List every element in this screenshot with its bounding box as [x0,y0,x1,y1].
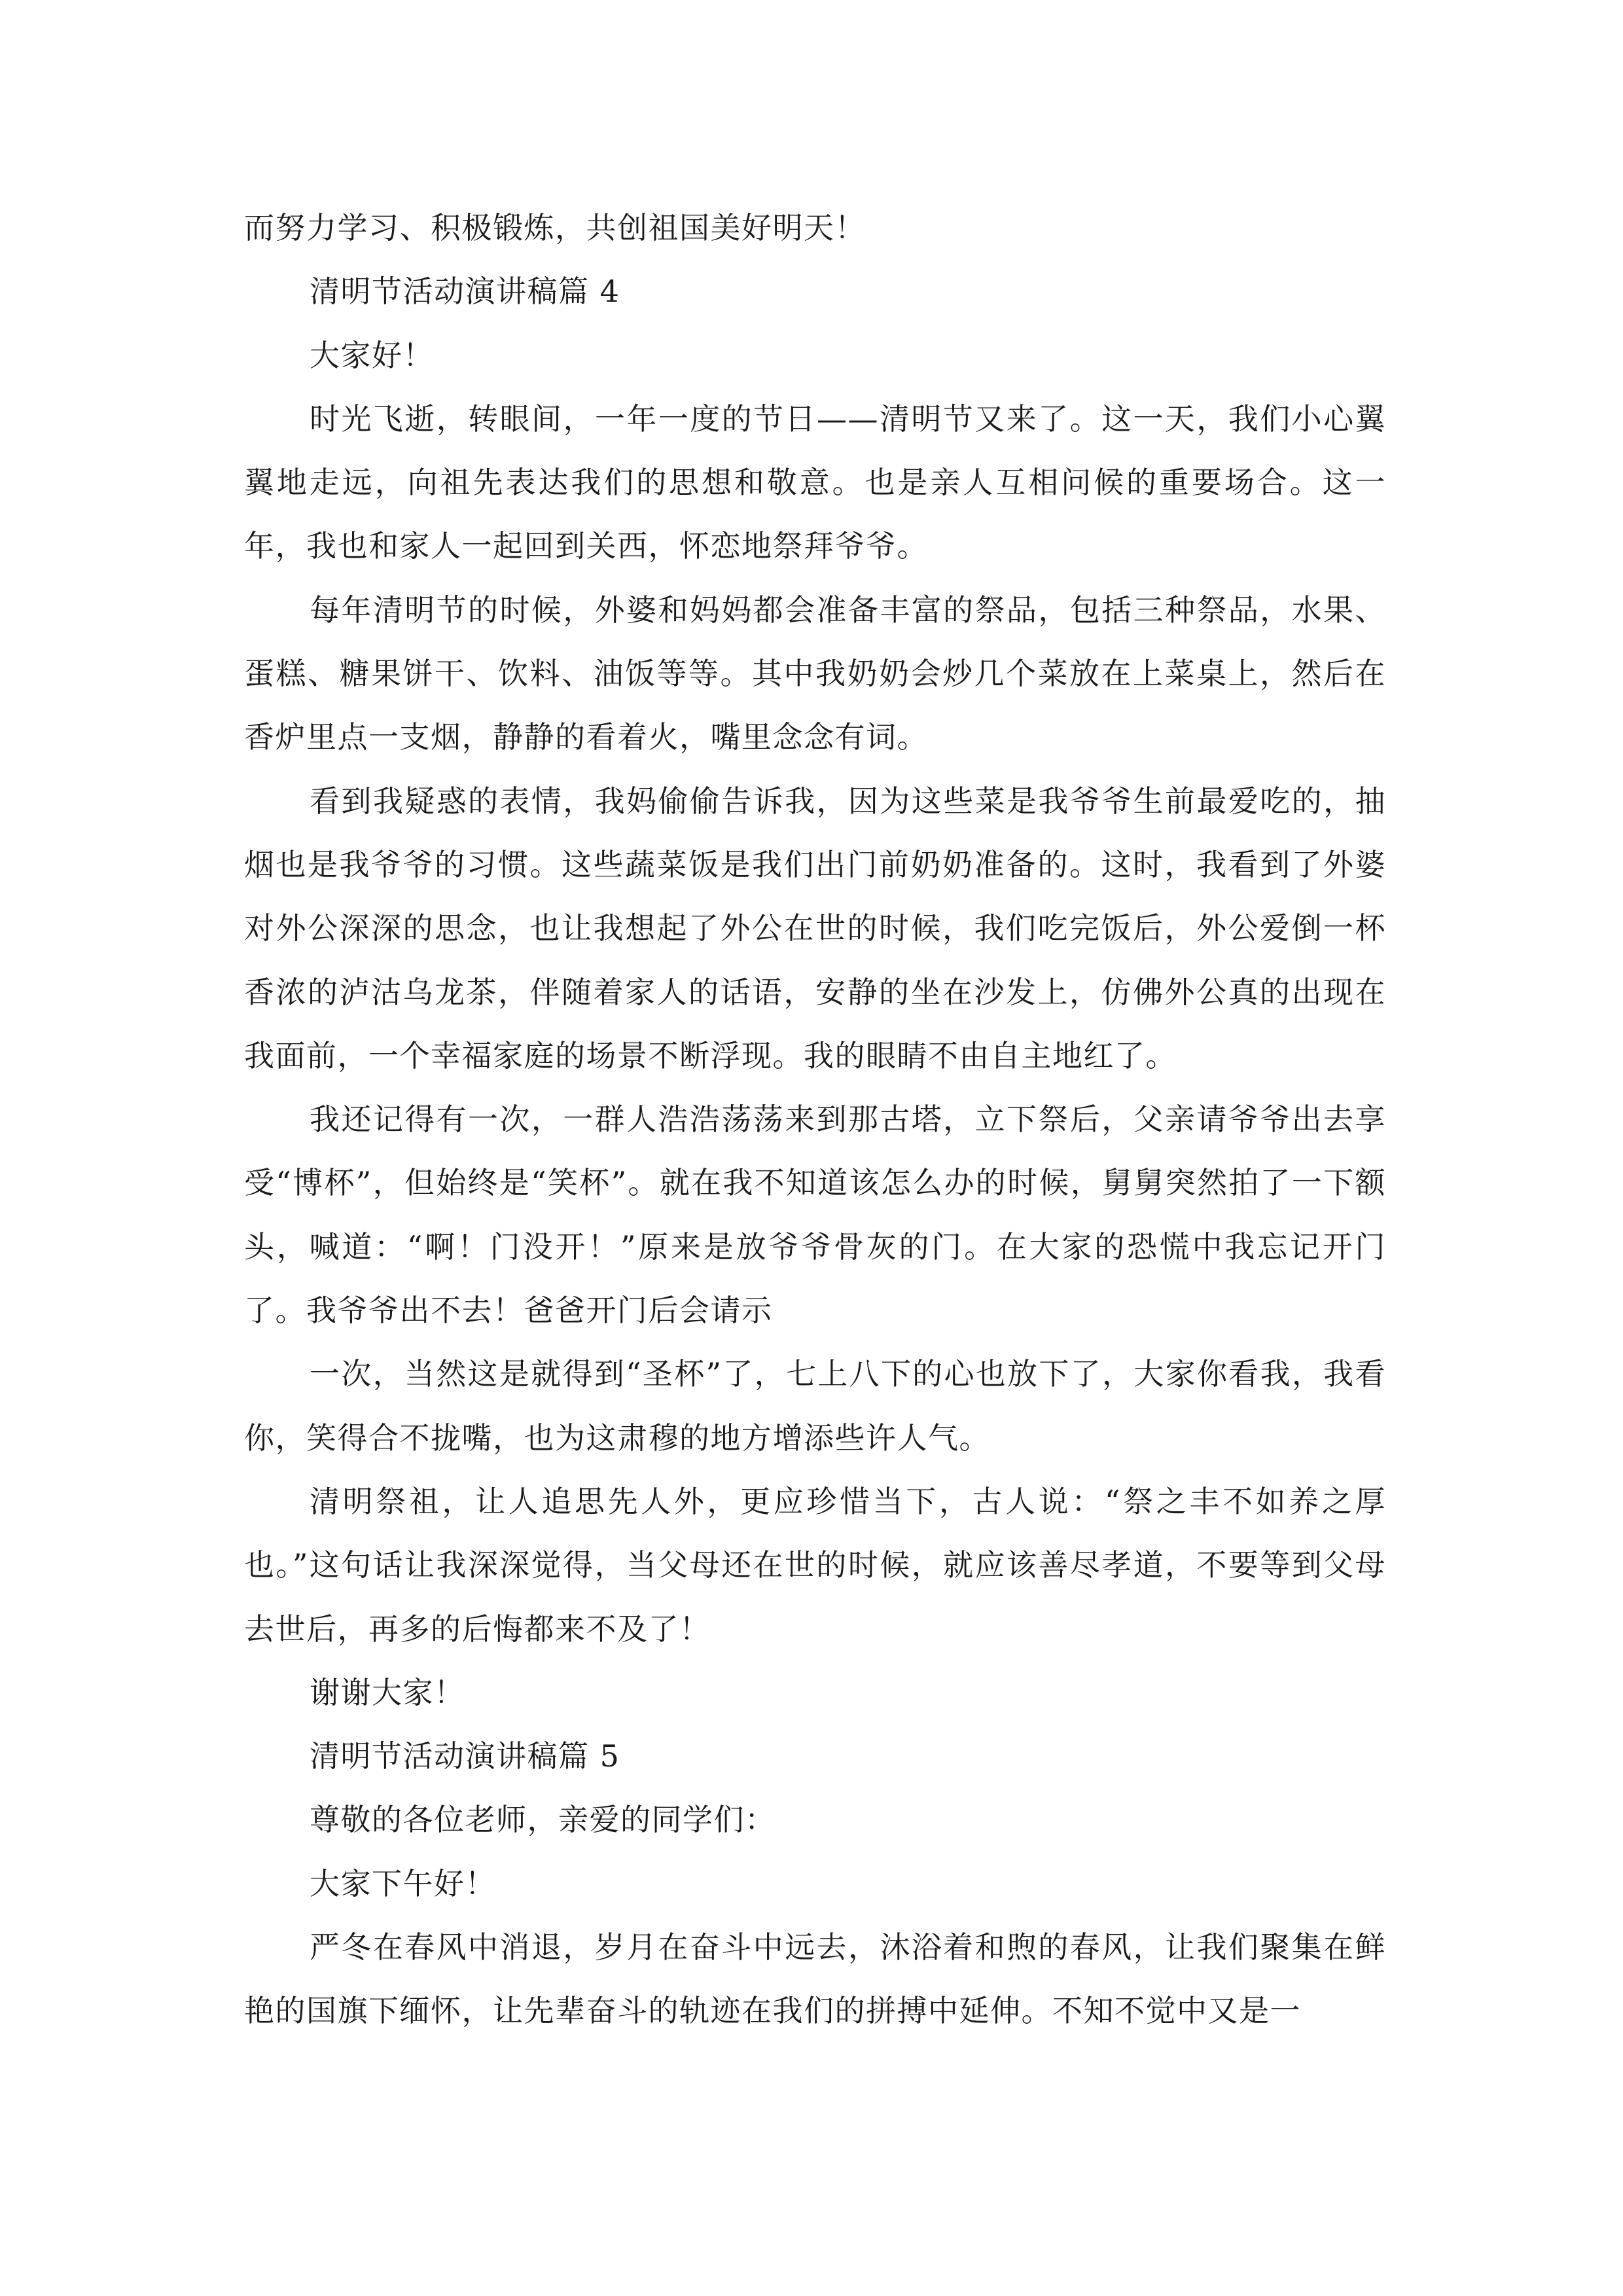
section-heading-5: 清明节活动演讲稿篇 5 [310,1738,620,1774]
paragraph: 每年清明节的时候，外婆和妈妈都会准备丰富的祭品，包括三种祭品，水果、蛋糕、糖果饼干、饮料、油饭等等。其中我奶奶会炒几个菜放在上菜桌上，然后在香炉里点一支烟，静静的看着火，嘴里念念有词。 [244,592,1386,755]
paragraph: 看到我疑惑的表情，我妈偷偷告诉我，因为这些菜是我爷爷生前最爱吃的，抽烟也是我爷爷的习惯。这些蔬菜饭是我们出门前奶奶准备的。这时，我看到了外婆对外公深深的思念，也让我想起了外公在世的时候，我们吃完饭后，外公爱倒一杯香浓的泸沽乌龙茶，伴随着家人的话语，安静的坐在沙发上，仿佛外公真的出现在我面前，一个幸福家庭的场景不断浮现。我的眼睛不由自主地红了。 [244,783,1386,1073]
paragraph: 严冬在春风中消退，岁月在奋斗中远去，沐浴着和煦的春风，让我们聚集在鲜艳的国旗下缅怀，让先辈奋斗的轨迹在我们的拼搏中延伸。不知不觉中又是一 [244,1929,1386,2029]
section-heading-4: 清明节活动演讲稿篇 4 [310,274,620,310]
salutation: 尊敬的各位老师，亲爱的同学们： [310,1802,776,1838]
paragraph: 我还记得有一次，一群人浩浩荡荡来到那古塔，立下祭后，父亲请爷爷出去享受“博杯”，但始终是“笑杯”。就在我不知道该怎么办的时候，舅舅突然拍了一下额头，喊道：“啊！门没开！”原来是放爷爷骨灰的门。在大家的恐慌中我忘记开门了。我爷爷出不去！爸爸开门后会请示 [244,1102,1386,1329]
greeting: 大家好！ [310,337,434,373]
paragraph: 清明祭祖，让人追思先人外，更应珍惜当下，古人说：“祭之丰不如养之厚也。”这句话让我深深觉得，当父母还在世的时候，就应该善尽孝道，不要等到父母去世后，再多的后悔都来不及了！ [244,1483,1386,1647]
paragraph: 时光飞逝，转眼间，一年一度的节日——清明节又来了。这一天，我们小心翼翼地走远，向祖先表达我们的思想和敬意。也是亲人互相问候的重要场合。这一年，我也和家人一起回到关西，怀恋地祭拜爷爷。 [244,401,1386,564]
paragraph-continuation: 而努力学习、积极锻炼，共创祖国美好明天！ [244,210,866,245]
greeting: 大家下午好！ [310,1865,496,1901]
document-body [244,196,1386,2043]
paragraph: 一次，当然这是就得到“圣杯”了，七上八下的心也放下了，大家你看我，我看你，笑得合不拢嘴，也为这肃穆的地方增添些许人气。 [244,1356,1386,1456]
closing-thanks: 谢谢大家！ [310,1674,465,1710]
